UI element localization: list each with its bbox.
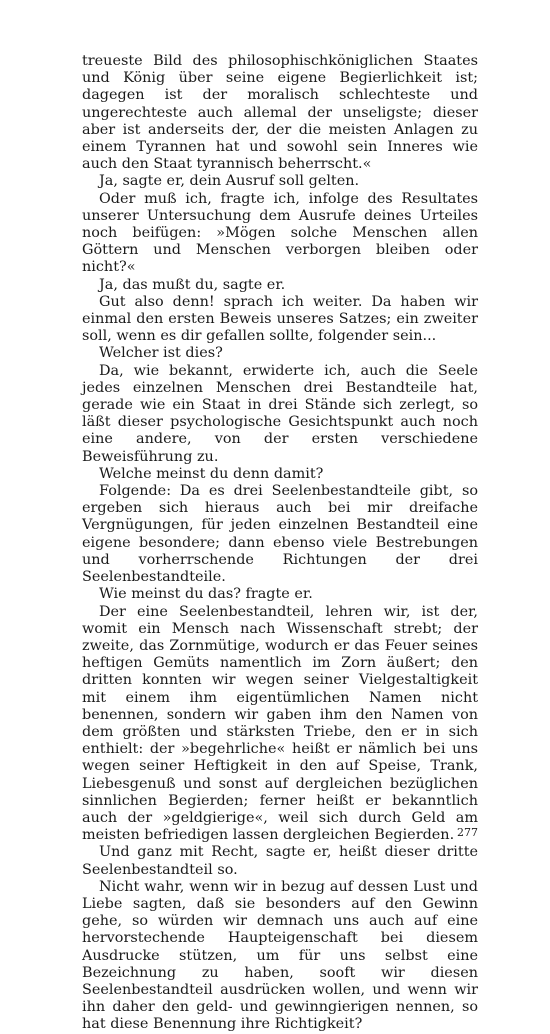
paragraph-13: Nicht wahr, wenn wir in bezug auf dessen Lust und Liebe sagten, daß sie besonders auf den Gewinn gehe, so würden wir demnach uns auch auf eine hervorstechende Haupteigenschaft bei diesem Ausdrucke stützen, um für uns selbst eine Bezeichnung zu haben, sooft wir diesen Seelenbestandteil ausdrücken wollen, und wenn wir ihn daher den geld- und gewinngierigen nennen, so hat diese Benennung ihre Richtigkeit? <box>82 878 478 1033</box>
paragraph-1: treueste Bild des philosophischköniglichen Staates und König über seine eigene Begierlichkeit ist; dagegen ist der moralisch schlechteste und ungerechteste auch allemal der unseligste; dieser aber ist anderseits der, der die meisten Anlagen zu einem Tyrannen hat und sowohl sein Inneres wie auch den Staat tyrannisch beherrscht.« <box>82 53 478 173</box>
paragraph-5: Gut also denn! sprach ich weiter. Da haben wir einmal den ersten Beweis unseres Satzes; ein zweiter soll, wenn es dir gefallen sollte, folgender sein... <box>82 293 478 345</box>
paragraph-6: Welcher ist dies? <box>99 345 223 362</box>
paragraph-12: Und ganz mit Recht, sagte er, heißt dieser dritte Seelenbestandteil so. <box>82 844 478 878</box>
paragraph-7: Da, wie bekannt, erwiderte ich, auch die Seele jedes einzelnen Menschen drei Bestandteile hat, gerade wie ein Staat in drei Stände sich zerlegt, so läßt dieser psychologische Gesichtspunkt auch noch eine andere, von der ersten verschiedene Beweisführung zu. <box>82 362 478 465</box>
paragraph-2: Ja, sagte er, dein Ausruf soll gelten. <box>99 173 360 190</box>
paragraph-8: Welche meinst du denn damit? <box>99 465 324 482</box>
paragraph-9: Folgende: Da es drei Seelenbestandteile gibt, so ergeben sich hieraus auch bei mir dreifache Vergnügungen, für jeden einzelnen Bestandteil eine eigene besondere; dann ebenso viele Bestrebungen und vorherrschende Richtungen der drei Seelenbestandteile. <box>82 483 478 586</box>
page-number: 277 <box>457 826 478 839</box>
paragraph-10: Wie meinst du das? fragte er. <box>99 586 313 603</box>
paragraph-4: Ja, das mußt du, sagte er. <box>99 276 286 293</box>
paragraph-3: Oder muß ich, fragte ich, infolge des Resultates unserer Untersuchung dem Ausrufe deines Urteiles noch beifügen: »Mögen solche Menschen allen Göttern und Menschen verborgen bleiben oder nicht?« <box>82 190 478 276</box>
page-text <box>82 53 478 1034</box>
paragraph-11: Der eine Seelenbestandteil, lehren wir, ist der, womit ein Mensch nach Wissenschaft strebt; der zweite, das Zornmütige, wodurch er das Feuer seines heftigen Gemüts namentlich im Zorn äußert; den dritten konnten wir wegen seiner Vielgestaltigkeit mit einem ihm eigentümlichen Namen nicht benennen, sondern wir gaben ihm den Namen von dem größten und stärksten Triebe, den er in sich enthielt: der »begehrliche« heißt er nämlich bei uns wegen seiner Heftigkeit in den auf Speise, Trank, Liebesgenuß und sonst auf dergleichen bezüglichen sinnlichen Begierden; ferner heißt er bekanntlich auch der »geldgierige«, weil sich durch Geld am meisten befriedigen lassen dergleichen Begierden. <box>82 603 478 844</box>
